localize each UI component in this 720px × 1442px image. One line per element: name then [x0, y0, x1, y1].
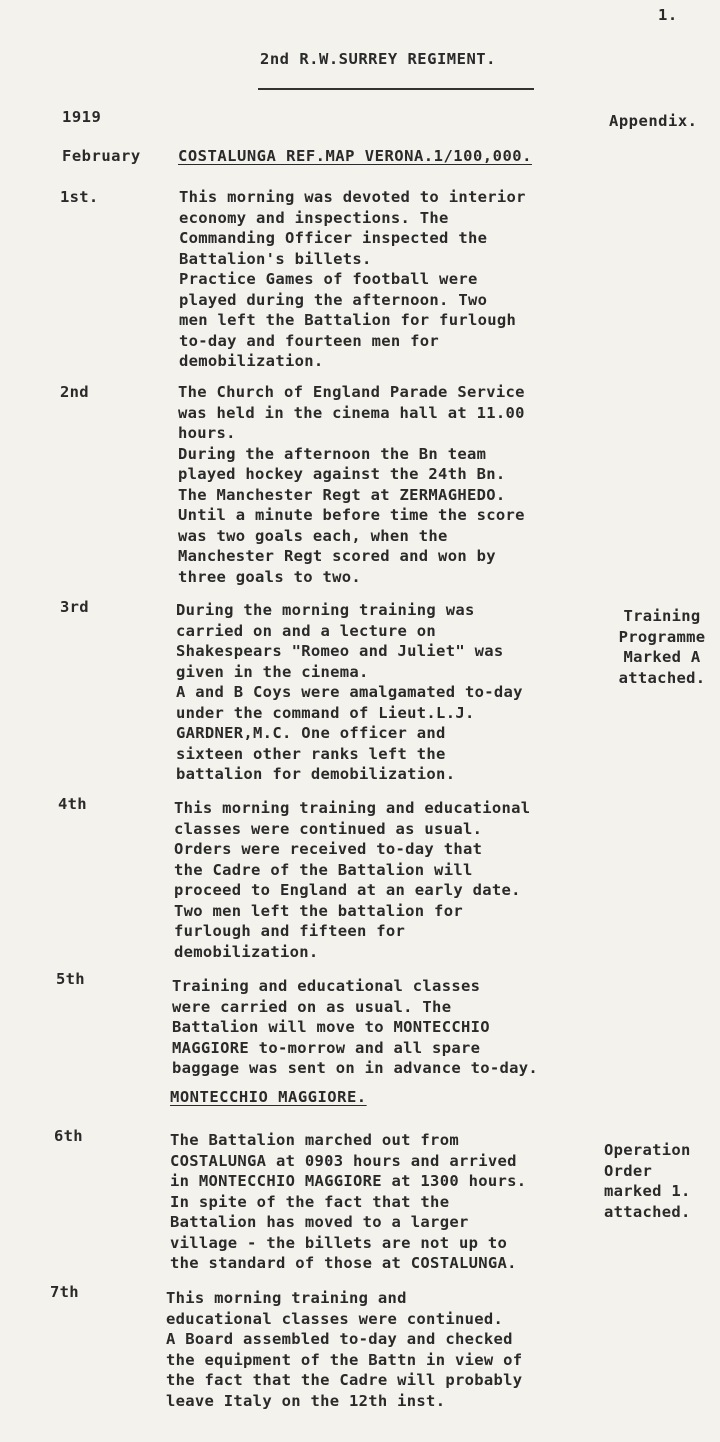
month: February	[62, 147, 141, 165]
entry-date-4th: 4th	[58, 795, 87, 813]
margin-note-training-programme: Training Programme Marked A attached.	[618, 607, 706, 687]
entry-text-5th: Training and educational classes were carried on as usual. The Battalion will move to MONTECCHIO MAGGIORE to-morrow and all spare baggage was sent on in advance to-day.	[172, 977, 539, 1077]
location-costalunga: COSTALUNGA REF.MAP VERONA.1/100,000.	[178, 147, 532, 165]
entry-text-6th: The Battalion marched out from COSTALUNGA at 0903 hours and arrived in MONTECCHIO MAGGIORE at 1300 hours. In spite of the fact that the Battalion has moved to a larger village - the billets are not up to the standard of those at COSTALUNGA.	[170, 1131, 527, 1272]
appendix-label: Appendix.	[609, 112, 698, 130]
regiment-heading: 2nd R.W.SURREY REGIMENT.	[260, 50, 496, 68]
year: 1919	[62, 108, 102, 126]
entry-text-3rd: During the morning training was carried on and a lecture on Shakespears "Romeo and Juliet" was given in the cinema. A and B Coys were amalgamated to-day under the command of Lieut.L.J. GARDNER,M.C. One officer and sixteen other ranks left the battalion for demobilization.	[176, 601, 523, 783]
entry-date-5th: 5th	[56, 970, 85, 988]
page-number: 1.	[658, 6, 678, 24]
entry-date-7th: 7th	[50, 1283, 79, 1301]
margin-note-operation-order: Operation Order marked 1. attached.	[604, 1141, 691, 1221]
entry-date-6th: 6th	[54, 1127, 83, 1145]
entry-text-4th: This morning training and educational classes were continued as usual. Orders were received to-day that the Cadre of the Battalion will proceed to England at an early date. Two men left the battalion for furlough and fifteen for demobilization.	[174, 799, 531, 961]
entry-text-2nd: The Church of England Parade Service was held in the cinema hall at 11.00 hours. During the afternoon the Bn team played hockey against the 24th Bn. The Manchester Regt at ZERMAGHEDO. Until a minute before time the score was two goals each, when the Manchester Regt scored and won by three goals to two.	[178, 383, 525, 586]
heading-rule	[258, 88, 534, 90]
entry-date-3rd: 3rd	[60, 598, 89, 616]
entry-date-2nd: 2nd	[60, 383, 89, 401]
entry-date-1st: 1st.	[60, 188, 99, 206]
location-montecchio: MONTECCHIO MAGGIORE.	[170, 1088, 367, 1106]
entry-text-7th: This morning training and educational classes were continued. A Board assembled to-day and checked the equipment of the Battn in view of the fact that the Cadre will probably leave Italy on the 12th inst.	[166, 1289, 523, 1410]
entry-text-1st: This morning was devoted to interior economy and inspections. The Commanding Officer inspected the Battalion's billets. Practice Games of football were played during the afternoon. Two men left the Battalion for furlough to-day and fourteen men for demobilization.	[179, 188, 526, 370]
